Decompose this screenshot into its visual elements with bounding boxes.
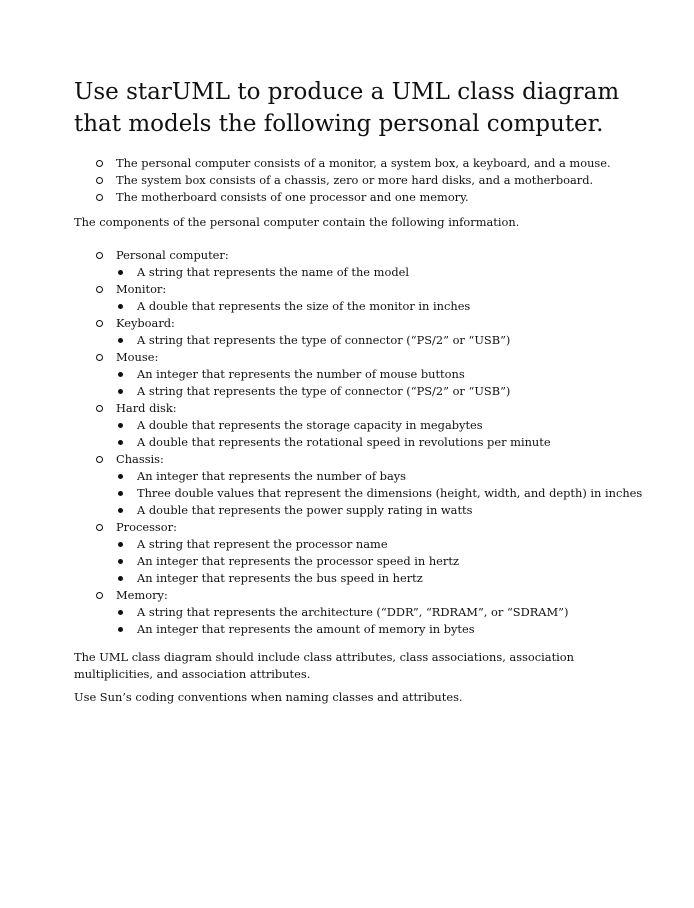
attribute-item — [74, 366, 654, 383]
dot-bullet-icon — [118, 372, 123, 377]
attribute-text: A string that represents the type of connector (“PS/2” or “USB”) — [137, 333, 511, 347]
circle-bullet-icon — [96, 592, 103, 599]
component-monitor — [74, 281, 654, 315]
intro-list-item — [74, 155, 654, 172]
circle-bullet-icon — [96, 194, 103, 201]
component-processor — [74, 519, 654, 587]
component-heading — [74, 247, 654, 264]
attribute-item — [74, 570, 654, 587]
dot-bullet-icon — [118, 474, 123, 479]
attribute-text: An integer that represents the number of bays — [137, 469, 407, 483]
attribute-item — [74, 468, 654, 485]
circle-bullet-icon — [96, 160, 103, 167]
attribute-item — [74, 604, 654, 621]
component-name: Chassis: — [116, 452, 164, 466]
circle-bullet-icon — [96, 456, 103, 463]
attribute-list — [74, 604, 654, 638]
attribute-text: A string that represents the architecture (“DDR”, “RDRAM”, or “SDRAM”) — [137, 605, 569, 619]
dot-bullet-icon — [118, 508, 123, 513]
attribute-list — [74, 536, 654, 587]
component-name: Memory: — [116, 588, 168, 602]
intro-list-item — [74, 189, 654, 206]
dot-bullet-icon — [118, 627, 123, 632]
attribute-text: An integer that represents the number of mouse buttons — [137, 367, 465, 381]
attribute-text: Three double values that represent the dimensions (height, width, and depth) in inches — [137, 486, 643, 500]
dot-bullet-icon — [118, 423, 123, 428]
attribute-text: A double that represents the size of the monitor in inches — [137, 299, 471, 313]
attribute-list — [74, 332, 654, 349]
component-mouse — [74, 349, 654, 400]
component-heading — [74, 349, 654, 366]
attribute-item — [74, 264, 654, 281]
dot-bullet-icon — [118, 338, 123, 343]
attribute-item — [74, 485, 654, 502]
attribute-text: An integer that represents the processor speed in hertz — [137, 554, 459, 568]
closing-paragraph-uml-requirements: The UML class diagram should include class attributes, class associations, association multiplicities, and association attributes. — [74, 650, 575, 681]
circle-bullet-icon — [96, 524, 103, 531]
attribute-text: A double that represents the storage capacity in megabytes — [137, 418, 483, 432]
component-heading — [74, 400, 654, 417]
component-heading — [74, 315, 654, 332]
attribute-text: An integer that represents the amount of memory in bytes — [137, 622, 475, 636]
component-name: Keyboard: — [116, 316, 175, 330]
attribute-text: A string that represent the processor name — [137, 537, 388, 551]
intro-item-text: The personal computer consists of a monitor, a system box, a keyboard, and a mouse. — [116, 156, 611, 170]
component-name: Mouse: — [116, 350, 159, 364]
component-memory — [74, 587, 654, 638]
attribute-item — [74, 536, 654, 553]
circle-bullet-icon — [96, 286, 103, 293]
attribute-list — [74, 264, 654, 281]
attribute-text: An integer that represents the bus speed in hertz — [137, 571, 423, 585]
attribute-text: A double that represents the rotational speed in revolutions per minute — [137, 435, 551, 449]
dot-bullet-icon — [118, 559, 123, 564]
attribute-item — [74, 502, 654, 519]
intro-list — [74, 155, 654, 206]
component-heading — [74, 587, 654, 604]
component-name: Hard disk: — [116, 401, 177, 415]
circle-bullet-icon — [96, 177, 103, 184]
intro-item-text: The system box consists of a chassis, zero or more hard disks, and a motherboard. — [116, 173, 594, 187]
dot-bullet-icon — [118, 270, 123, 275]
attribute-text: A string that represents the name of the model — [137, 265, 410, 279]
component-hard-disk — [74, 400, 654, 451]
component-heading — [74, 281, 654, 298]
intro-item-text: The motherboard consists of one processor and one memory. — [116, 190, 469, 204]
attribute-list — [74, 417, 654, 451]
component-name: Personal computer: — [116, 248, 229, 262]
circle-bullet-icon — [96, 354, 103, 361]
component-name: Processor: — [116, 520, 177, 534]
dot-bullet-icon — [118, 440, 123, 445]
component-personal-computer — [74, 247, 654, 281]
component-heading — [74, 451, 654, 468]
circle-bullet-icon — [96, 405, 103, 412]
components-intro: The components of the personal computer contain the following information. — [74, 215, 520, 229]
attribute-item — [74, 553, 654, 570]
component-chassis — [74, 451, 654, 519]
dot-bullet-icon — [118, 576, 123, 581]
dot-bullet-icon — [118, 610, 123, 615]
attribute-item — [74, 621, 654, 638]
component-heading — [74, 519, 654, 536]
closing-paragraph-coding-conventions: Use Sun’s coding conventions when naming classes and attributes. — [74, 690, 463, 704]
circle-bullet-icon — [96, 320, 103, 327]
attribute-item — [74, 417, 654, 434]
circle-bullet-icon — [96, 252, 103, 259]
attribute-item — [74, 298, 654, 315]
attribute-list — [74, 366, 654, 400]
dot-bullet-icon — [118, 304, 123, 309]
dot-bullet-icon — [118, 491, 123, 496]
component-keyboard — [74, 315, 654, 349]
attribute-item — [74, 383, 654, 400]
attribute-text: A double that represents the power supply rating in watts — [137, 503, 473, 517]
dot-bullet-icon — [118, 542, 123, 547]
dot-bullet-icon — [118, 389, 123, 394]
component-name: Monitor: — [116, 282, 167, 296]
page-title: Use starUML to produce a UML class diagram that models the following personal computer. — [74, 79, 620, 137]
attribute-list — [74, 298, 654, 315]
components-list — [74, 247, 654, 638]
attribute-item — [74, 332, 654, 349]
attribute-item — [74, 434, 654, 451]
attribute-list — [74, 468, 654, 519]
intro-list-item — [74, 172, 654, 189]
attribute-text: A string that represents the type of connector (“PS/2” or “USB”) — [137, 384, 511, 398]
